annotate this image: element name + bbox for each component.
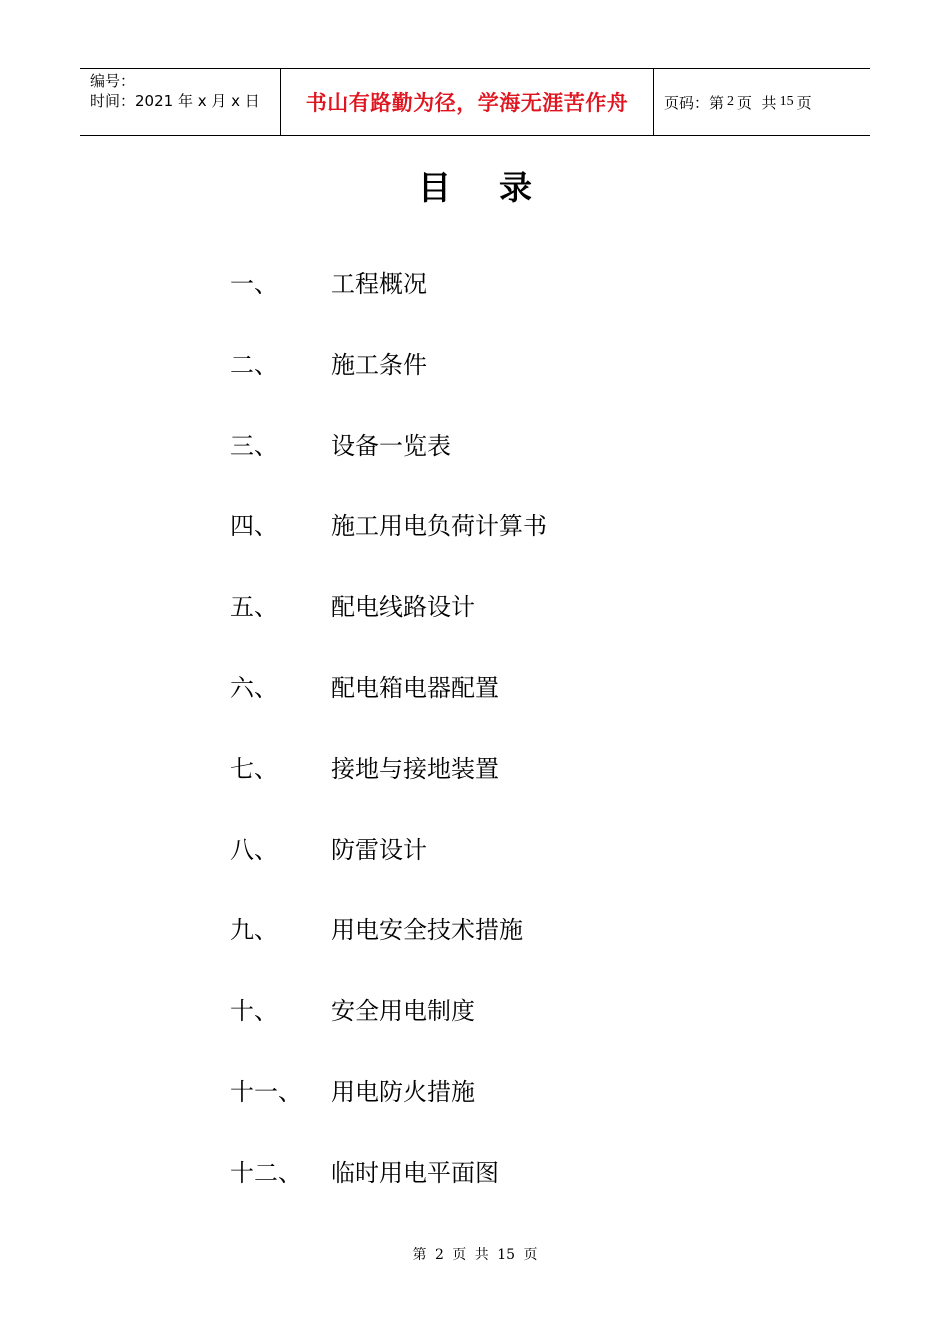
toc-item-number: 九、 bbox=[230, 916, 278, 945]
toc-item-label: 配电箱电器配置 bbox=[331, 673, 499, 702]
toc-item-number: 一、 bbox=[230, 270, 278, 298]
page-suffix: 页 bbox=[796, 93, 812, 112]
title-char-1: 目 bbox=[418, 168, 451, 207]
toc-item-number: 十一、 bbox=[230, 1077, 302, 1106]
toc-item-number: 六、 bbox=[230, 673, 278, 702]
toc-item-label: 工程概况 bbox=[331, 270, 427, 298]
toc-item-number: 十二、 bbox=[230, 1158, 302, 1187]
toc-item-label: 防雷设计 bbox=[331, 835, 427, 864]
toc-item-number: 五、 bbox=[230, 593, 278, 622]
toc-item[interactable] bbox=[230, 1070, 830, 1151]
toc-item-label: 临时用电平面图 bbox=[331, 1158, 499, 1187]
toc-item-number: 二、 bbox=[230, 350, 278, 379]
page-total: 15 bbox=[779, 94, 794, 109]
toc-item-label: 安全用电制度 bbox=[331, 997, 475, 1026]
time-label: 时间：2021 年 x 月 x 日 bbox=[90, 92, 260, 110]
page-header bbox=[80, 68, 870, 136]
toc-item[interactable] bbox=[230, 504, 830, 585]
toc-item[interactable] bbox=[230, 747, 830, 828]
toc-item[interactable] bbox=[230, 343, 830, 424]
page-current: 2 bbox=[727, 94, 735, 109]
toc-item-number: 十、 bbox=[230, 997, 278, 1026]
toc-item-label: 施工条件 bbox=[331, 350, 427, 379]
toc-item-number: 四、 bbox=[230, 512, 278, 541]
toc-item-number: 八、 bbox=[230, 835, 278, 864]
toc-item-label: 配电线路设计 bbox=[331, 593, 475, 622]
toc-item-label: 施工用电负荷计算书 bbox=[331, 512, 547, 541]
toc-item[interactable] bbox=[230, 585, 830, 666]
page-title bbox=[0, 162, 950, 209]
toc-item[interactable] bbox=[230, 1151, 830, 1232]
page-footer: 第 2 页 共 15 页 bbox=[412, 1247, 538, 1263]
header-info-cell bbox=[80, 69, 281, 135]
toc-item-label: 用电安全技术措施 bbox=[331, 916, 523, 945]
toc-item-number: 七、 bbox=[230, 754, 278, 783]
toc-item-label: 接地与接地装置 bbox=[331, 754, 499, 783]
toc-item-label: 设备一览表 bbox=[331, 431, 451, 460]
title-char-2: 录 bbox=[499, 168, 532, 207]
toc-item[interactable] bbox=[230, 666, 830, 747]
header-page-cell bbox=[654, 69, 870, 135]
page-prefix: 页码：第 bbox=[664, 93, 725, 112]
toc-item[interactable] bbox=[230, 828, 830, 909]
toc-item[interactable] bbox=[230, 989, 830, 1070]
header-motto-cell bbox=[281, 69, 654, 135]
toc-item[interactable] bbox=[230, 424, 830, 505]
toc-item-label: 用电防火措施 bbox=[331, 1077, 475, 1106]
toc-item-number: 三、 bbox=[230, 431, 278, 460]
page-mid: 页 共 bbox=[737, 93, 777, 112]
motto-text: 书山有路勤为径，学海无涯苦作舟 bbox=[305, 91, 629, 115]
toc-item[interactable] bbox=[230, 908, 830, 989]
table-of-contents bbox=[230, 262, 830, 1232]
toc-item[interactable] bbox=[230, 262, 830, 343]
code-label: 编号： bbox=[90, 72, 136, 90]
